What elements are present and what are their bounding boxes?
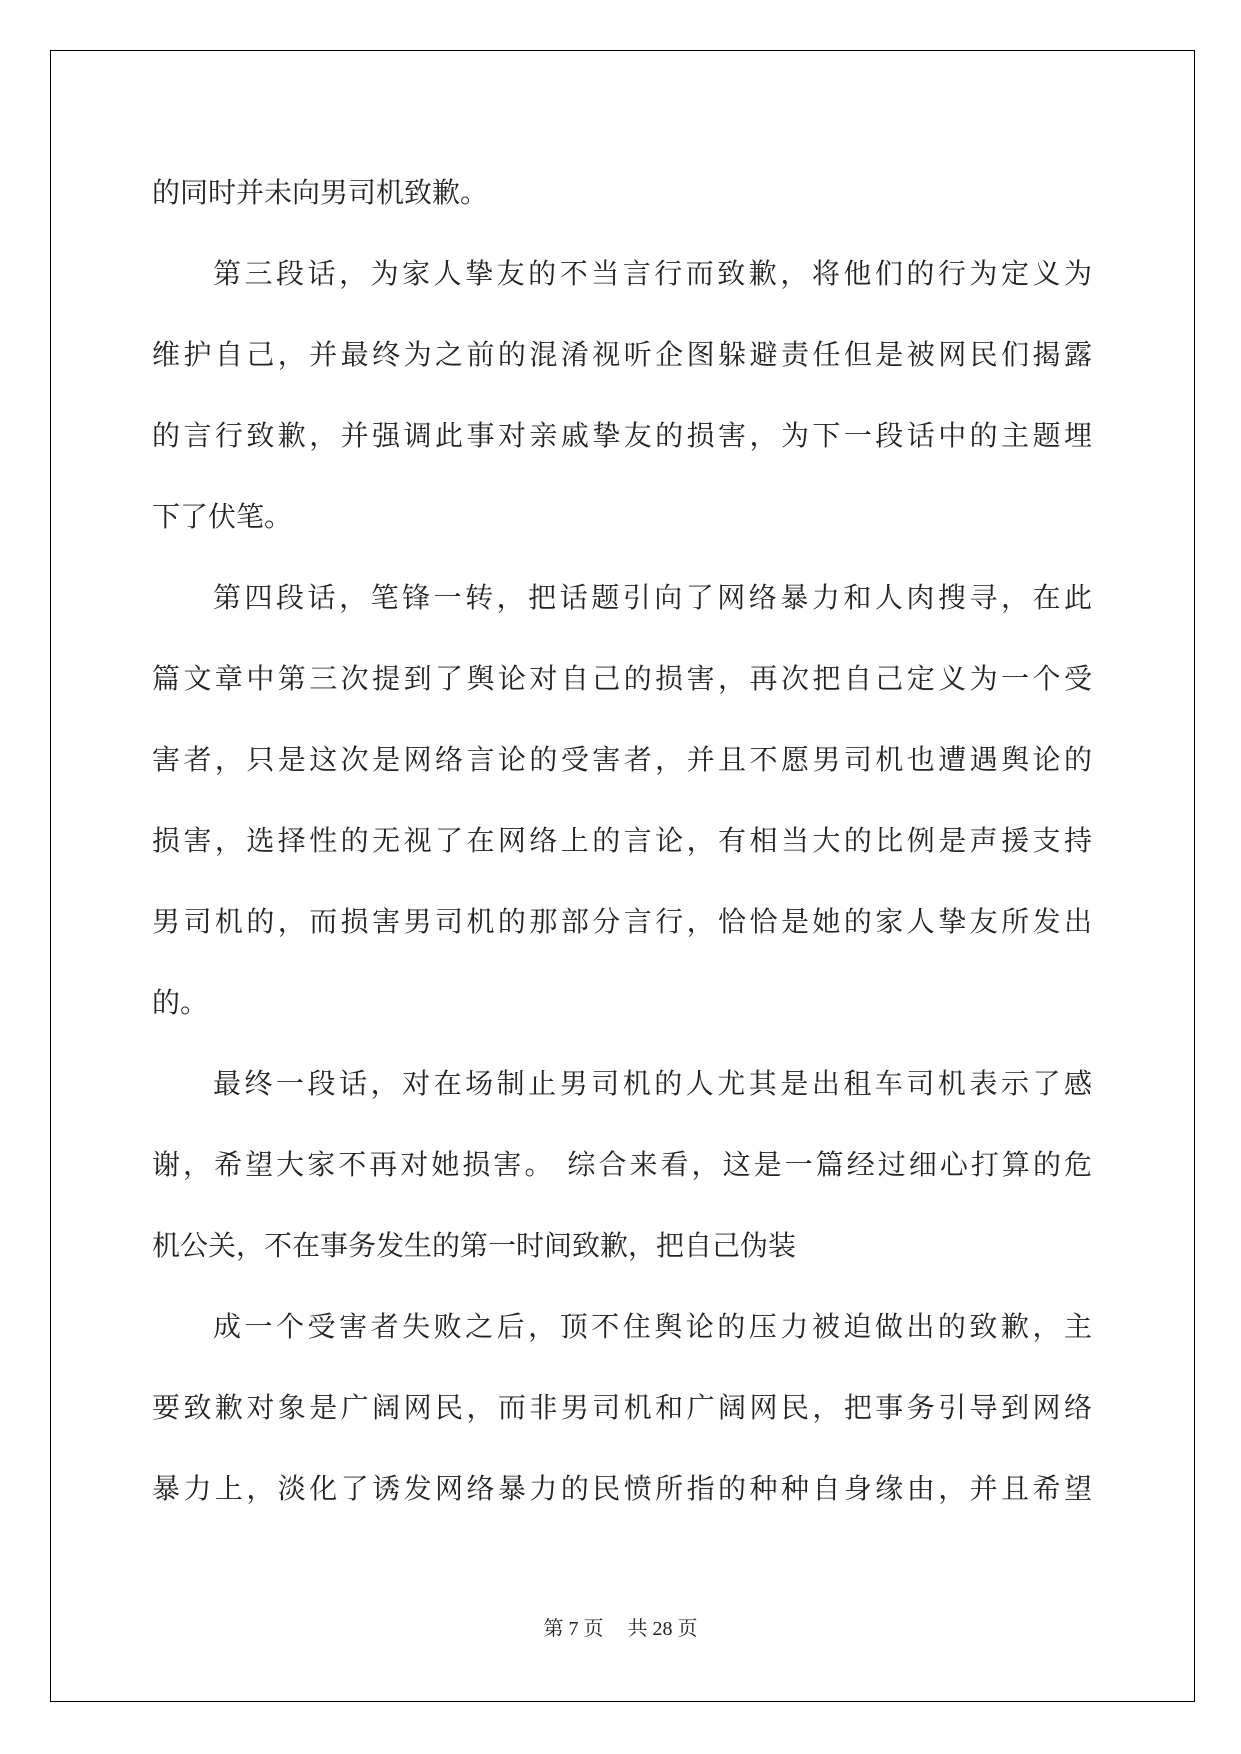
text-line: 男司机的，而损害男司机的那部分言行，恰恰是她的家人挚友所发出: [152, 905, 1092, 938]
text-line: 要致歉对象是广阔网民，而非男司机和广阔网民，把事务引导到网络: [152, 1391, 1092, 1424]
paragraph-start-line: 最终一段话，对在场制止男司机的人尤其是出租车司机表示了感: [213, 1067, 1092, 1100]
document-body: [152, 152, 1092, 1529]
text-line: 下了伏笔。: [152, 500, 293, 533]
paragraph-start-line: 第四段话，笔锋一转，把话题引向了网络暴力和人肉搜寻，在此: [213, 581, 1092, 614]
text-line: 暴力上，淡化了诱发网络暴力的民愤所指的种种自身缘由，并且希望: [152, 1472, 1092, 1505]
text-line: 谢，希望大家不再对她损害。 综合来看，这是一篇经过细心打算的危: [152, 1148, 1092, 1181]
text-line: 的。: [152, 986, 209, 1019]
text-line: 维护自己，并最终为之前的混淆视听企图躲避责任但是被网民们揭露: [152, 338, 1092, 371]
text-line: 机公关，不在事务发生的第一时间致歉，把自己伪装: [152, 1229, 797, 1262]
page-total: 共 28 页: [627, 1618, 698, 1640]
text-line: 的同时并未向男司机致歉。: [152, 176, 489, 209]
text-line: 损害，选择性的无视了在网络上的言论，有相当大的比例是声援支持: [152, 824, 1092, 857]
text-line: 害者，只是这次是网络言论的受害者，并且不愿男司机也遭遇舆论的: [152, 743, 1092, 776]
paragraph-start-line: 第三段话，为家人挚友的不当言行而致歉，将他们的行为定义为: [213, 257, 1092, 290]
paragraph-start-line: 成一个受害者失败之后，顶不住舆论的压力被迫做出的致歉，主: [213, 1310, 1092, 1343]
text-line: 篇文章中第三次提到了舆论对自己的损害，再次把自己定义为一个受: [152, 662, 1092, 695]
page-number: 第 7 页: [543, 1618, 604, 1640]
text-line: 的言行致歉，并强调此事对亲戚挚友的损害，为下一段话中的主题埋: [152, 419, 1092, 452]
page-footer: [0, 1612, 1241, 1641]
